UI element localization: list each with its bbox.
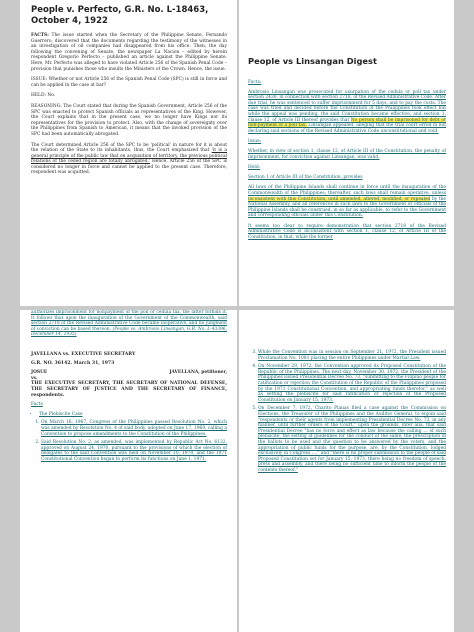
- reasoning-text-2a: The Court determined Article 256 of the SPC to be 'political' in nature for it is about the relation of the State to its inhabitants, thus, the Court emphasized that: [31, 142, 227, 154]
- reasoning-text-2b: Hence, Article 256 of the SPC is considered no longer in force and cannot be applied to the present case. Therefore, respondent was acquitted.: [31, 159, 227, 176]
- facts-label: FACTS:: [31, 33, 49, 38]
- case-title: People v. Perfecto, G.R. No. L-18463, October 4, 1922: [31, 5, 209, 26]
- issue-text: Whether or not Article 256 of the Spanish Penal Code (SPC) is still in force and can be applied in the case at bar?: [31, 77, 227, 88]
- versus-label: vs.: [31, 375, 38, 381]
- document-page-linsangan: [239, 0, 454, 306]
- reasoning-text: The Court stated that during the Spanish Government, Article 256 of the SPC was enacted to protect Spanish officials as representatives of the King. However, the Court explains that in the present case, we no longer have Kings nor its representatives for the provision to protect. Also, with the change of sovereignty over the Philippines from Spanish to American, it means that the invoked provision of the SPC had been automatically abrogated.: [31, 103, 227, 137]
- facts-numbered-list: [31, 420, 227, 462]
- held-label: Held:: [248, 165, 261, 171]
- javellana-case-title: JAVELLANA vs. EXECUTIVE SECRETARY: [31, 351, 136, 357]
- facts-highlight: No person shall be imprisoned for debt or non-payment of a poll tax.: [248, 117, 446, 129]
- linsangan-continuation: [31, 310, 227, 338]
- facts-text: The issue started when the Secretary of the Philippine Senate, Fernando Guerrero, discovered that the documents regarding the testimony of the witnesses in an investigation of oil companies had disappeared from his office. Then, the day following the convening of Senate, the newspaper La Nacion – edited by herein respondent Gregorio Perfecto – published an article against the Philippine Senate. Here, Mr. Perfecto was alleged to have violated Article 256 of the Spanish Penal Code – provision that punishes those who insults the Ministers of the Crown. Hence, the issue.: [31, 33, 227, 72]
- issue-text: Whether, in view of section 1, clause 12, of Article III of the Constitution, the penalty of imprisonment, for conviction against Linsangan, was valid.: [248, 148, 446, 160]
- digest-title: People vs Linsangan Digest: [248, 56, 377, 66]
- reasoning-paragraph-2: [31, 143, 227, 177]
- facts-numbered-list-cont: [248, 350, 446, 473]
- held-intro: Section 1 of Article III of the Constitution, provides: [248, 174, 363, 180]
- held-text-c: by the National Assembly, and all references in such laws to the Government or officials of the Philippine Islands shall be construed, in so far as applicable, to refer to the Government and corresponding officials under this Constitution.: [248, 196, 446, 219]
- reasoning-label: REASONING:: [31, 103, 62, 109]
- plebiscite-case-bullet: • The Plebiscite Case: [39, 412, 227, 418]
- list-item: 2. Said Resolution No. 2, as amended, was implemented by Republic Act No. 6132, approved on August 24, 1970, pursuant to the provisions of which the election of delegates to the said Convention was held on November 10, 1970, and the 1971 Constitutional Convention began to perform its functions on June 1, 1971.: [41, 440, 227, 462]
- reasoning-paragraph: [31, 104, 227, 138]
- plebiscite-list: [31, 412, 227, 418]
- facts-paragraph: [31, 33, 227, 72]
- facts-text-b: Linsangan appealed, alleging that the trial court erred in not declaring said sections of the Revised Administrative Code unconstitutional and void.: [248, 123, 446, 134]
- document-page-javellana-cont: [239, 310, 454, 632]
- held-text: No.: [47, 93, 56, 99]
- list-item: 1. On March 16, 1967, Congress of the Philippines passed Resolution No. 2, which was amended by Resolution No. 4 of said body, adopted on June 17, 1969, calling a Convention to propose amendments to the Constitution of the Philippines.: [41, 420, 227, 437]
- list-item: 5. On December 7, 1972, Charito Planas filed a case against the Commission on Elections, the Treasurer of the Philippines and the Auditor General, to enjoin said "respondents or their agents from implementing Presidential Decree No. 73, in any manner, until further orders of the Court," upon the grounds, inter alia, that said Presidential Decree "has no force and effect as law because the calling ... of such plebiscite, the setting of guidelines for the conduct of the same, the prescription of the ballots to be used and the question to be answered by the voters, and the appropriation of public funds for the purpose, are, by the Constitution, lodged exclusively in Congress ...," and "there is no proper submission to the people of said Proposed Constitution set for January 15, 1973, there being no freedom of speech, press and assembly, and there being no sufficient time to inform the people of the contents thereof.": [258, 406, 446, 473]
- reasoning-quote: 'it is a general principle of the public law that on acquisition of territory, the previous political relations of the ceded region are totally abrogated.': [31, 148, 227, 165]
- facts-label: Facts: [31, 402, 43, 408]
- petitioner-role: JAVELLANA, petitioner,: [169, 369, 227, 375]
- facts-paragraph: [248, 90, 446, 135]
- petitioner-name: JOSUE: [31, 369, 48, 375]
- facts-label: Facts:: [248, 80, 262, 85]
- issue-label: Issue:: [248, 139, 262, 145]
- issue-paragraph: [31, 77, 227, 88]
- held-conclusion: It seems too clear to require demonstration that section 2718 of the Revised Administrative Code is inconsistent with section 1, clause 12, of Article III of the Constitution, in that, while the former: [248, 223, 446, 241]
- list-item: 3. While the Convention was in session on September 21, 1972, the President issued Proclamation No. 1081 placing the entire Philippines under Martial Law.: [258, 350, 446, 361]
- continuation-citation: (People vs. Ambrosio Linsangan, G.R. No. L-43396, December 14, 1935): [31, 326, 227, 338]
- document-page-javellana: [20, 310, 237, 632]
- respondents-line: THE EXECUTIVE SECRETARY, THE SECRETARY OF NATIONAL DEFENSE, THE SECRETARY OF JUSTICE AND THE SECRETARY OF FINANCE, respondents.: [31, 381, 227, 399]
- gr-number: G.R. NO. 36142. March 31, 1973: [31, 360, 115, 366]
- facts-text-a: Ambrosio Linsangan was prosecuted for usurpation of the cedula or poll tax under section 2430, in connection with section 2718, of the Revised Administrative Code. After due trial, he was sentenced to suffer imprisonment for 5 days, and to pay the costs. The case was tried and decided before the Constitution of the Philippines took effect but while the appeal was pending, the said Constitution became effective, and section 1, clause 12, of Article III thereof provides that: [248, 89, 446, 123]
- held-paragraph: [31, 93, 227, 99]
- held-quote: [248, 185, 446, 219]
- held-highlight: inconsistent with this Constitution, until amended, altered, modified, or repealed: [248, 196, 431, 202]
- continuation-text: authorizes imprisonment for nonpayment of the poll or cedula tax, the latter forbids it. It follows that upon the inauguration of the Government of the Commonwealth, said section 2718 of the Revised Administrative Code became inoperative, and no judgment of conviction can be based thereon.: [31, 310, 227, 332]
- held-label: HELD:: [31, 93, 46, 99]
- held-text-b: All laws of the Philippine Islands shall continue in force until the inauguration of the Commonwealth of the Philippines; thereafter, such laws shall remain operative, unless: [248, 185, 446, 196]
- document-page-perfecto: [20, 0, 237, 306]
- list-item: 4. On November 29, 1972, the Convention approved its Proposed Constitution of the Republic of the Philippines. The next day, November 30, 1972, the President of the Philippines issued Presidential Decree No. 73, "submitting to the Filipino people for ratification or rejection the Constitution of the Republic of the Philippines proposed by the 1971 Constitutional Convention, and appropriating funds therefor," as well as setting the plebiscite for said ratification or rejection of the Proposed Constitution on January 15, 1973.: [258, 364, 446, 403]
- issue-label: ISSUE:: [31, 77, 48, 83]
